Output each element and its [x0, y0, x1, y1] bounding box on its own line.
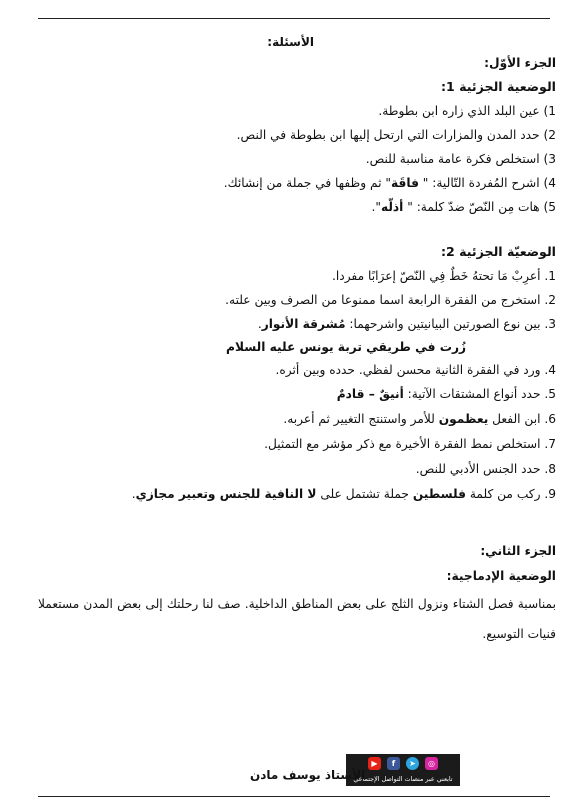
sub1-q4-word: فاقَة: [391, 176, 419, 190]
sub1-q3: 3) استخلص فكرة عامة مناسبة للنص.: [365, 152, 556, 166]
sub2-q1: 1. أعرِبْ مَا تحتهُ خَطٌ فِي النّصّ إعرَابًا مفردا.: [332, 269, 556, 283]
sub1-q2: 2) حدد المدن والمزارات التي ارتحل إليها ابن بطوطة في النص.: [236, 128, 556, 142]
part1-heading: الجزء الأوّل:: [484, 56, 556, 70]
sub1-q1: 1) عين البلد الذي زاره ابن بطوطة.: [378, 104, 556, 118]
sub2-q3: [258, 315, 556, 333]
sub2-q2: 2. استخرج من الفقرة الرابعة اسما ممنوعا من الصرف وبين علته.: [225, 293, 556, 307]
page-title: الأسئلة:: [267, 35, 314, 49]
sub2-q6: [283, 410, 556, 428]
sub2-q9-pre: 9. ركب من كلمة: [465, 487, 556, 501]
sub2-q5: [337, 385, 556, 403]
banner-text: تابعني عبر منصات التواصل الإجتماعي: [353, 775, 453, 783]
teacher-name: الأستاذ يوسف مادن: [250, 768, 366, 782]
sub2-q3-post: .: [257, 317, 262, 331]
sub1-q4-post: " ثم وظفها في جملة من إنشائك.: [223, 176, 391, 190]
telegram-icon: ➤: [406, 757, 419, 770]
youtube-icon: ▶: [368, 757, 381, 770]
sub2-q9-word1: فلسطين: [412, 487, 466, 501]
sub2-q9-post: .: [131, 487, 136, 501]
sub2-q6-word: يعظمون: [438, 412, 489, 426]
sub1-q5: [371, 198, 556, 216]
sub1-heading: الوضعية الجزئية 1:: [440, 79, 556, 94]
part2-heading: الجزء الثاني:: [480, 544, 556, 558]
part2-text: بمناسبة فصل الشتاء ونزول الثلج على بعض المناطق الداخلية. صف لنا رحلتك إلى بعض المدن مستعملا فنيات التوسيع.: [38, 597, 556, 641]
sub2-q3-word: مُشرقة الأنوار: [261, 317, 346, 331]
sub2-q8: 8. حدد الجنس الأدبي للنص.: [415, 462, 556, 476]
sub2-q9: [132, 485, 556, 503]
sub1-q4: [224, 174, 556, 192]
sub2-q3-line2: زُرت في طريقي تربة يونس عليه السلام: [226, 340, 466, 354]
sub1-q5-post: ".: [371, 200, 381, 214]
part2-sub-heading: الوضعية الإدماجية:: [446, 569, 556, 583]
sub2-heading: الوضعيّة الجزئية 2:: [440, 244, 556, 259]
sub2-q9-word2: لا النافية للجنس وتعبير مجازي: [135, 487, 317, 501]
sub2-q5-pre: 5. حدد أنواع المشتقات الآتية:: [403, 387, 556, 401]
sub2-q7: 7. استخلص نمط الفقرة الأخيرة مع ذكر مؤشر مع التمثيل.: [264, 437, 556, 451]
sub2-q6-pre: 6. ابن الفعل: [488, 412, 556, 426]
sub1-q5-word: أذلّه: [380, 200, 404, 214]
sub2-q6-post: للأمر واستنتج التغيير ثم أعربه.: [283, 412, 439, 426]
sub1-q5-pre: 5) هات مِن النّصّ ضدّ كلمة: ": [403, 200, 556, 214]
sub2-q5-words: أنيقٌ – قادمٌ: [336, 387, 404, 401]
sub2-q9-mid: جملة تشتمل على: [316, 487, 413, 501]
facebook-icon: f: [387, 757, 400, 770]
bottom-rule: [38, 796, 550, 797]
sub2-q3-pre: 3. بين نوع الصورتين البيانيتين واشرحهما:: [345, 317, 556, 331]
sub1-q4-pre: 4) اشرح المُفردة التّالية: ": [418, 176, 556, 190]
top-rule: [38, 18, 550, 19]
instagram-icon: ◎: [425, 757, 438, 770]
sub2-q4: 4. ورد في الفقرة الثانية محسن لفظي. حدده وبين أثره.: [275, 363, 556, 377]
